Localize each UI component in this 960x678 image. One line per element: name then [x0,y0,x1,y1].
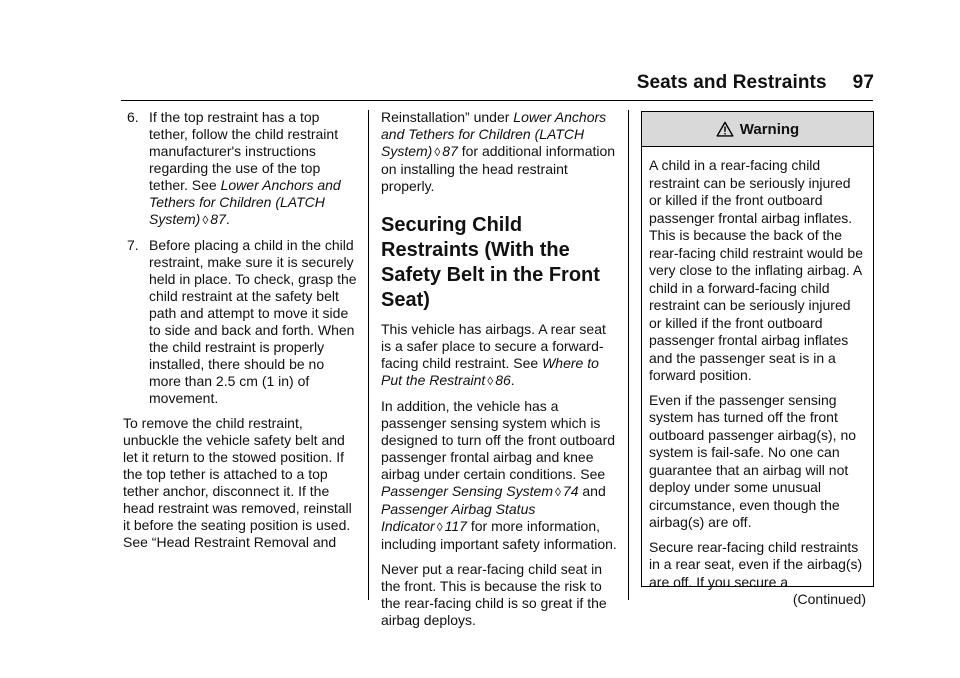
warning-body [642,147,873,615]
page-ref[interactable]: 87 [210,211,226,227]
step-number: 6. [127,109,139,125]
page-ref-icon: ◊ [202,213,209,227]
step-text [149,109,358,229]
page-ref-icon: ◊ [434,145,441,159]
continued-paragraph [381,109,619,195]
step-7 [123,237,358,407]
page-ref-icon: ◊ [554,485,561,499]
removal-paragraph: To remove the child restraint, unbuckle the vehicle safety belt and let it return to the stowed position. If the top tether is attached to a top tether anchor, disconnect it. If the head restraint was removed, reinstall it before the seating position is used. See “Head Restraint Removal and [123,415,352,550]
cross-reference-link[interactable]: Where to Put the Restraint [381,355,599,388]
step-6-tail: . [225,211,230,227]
header-rule [121,100,873,101]
column-divider-1 [368,110,369,600]
warning-paragraph-3: Secure rear-facing child restraints in a rear seat, even if the airbag(s) are off. If you secure a [649,538,863,590]
continued-text: Reinstallation” under [381,109,514,125]
warning-triangle-icon [716,121,734,137]
section-heading: Securing Child Restraints (With the Safety Belt in the Front Seat) [381,214,600,311]
paragraph-text: In addition, the vehicle has a passenger sensing system which is designed to turn off the front outboard passenger frontal airbag and knee airbag under certain conditions. See [381,398,616,482]
page-number: 97 [852,72,874,93]
cross-reference-link[interactable]: Passenger Sensing System [381,483,553,499]
continued-label: (Continued) [792,591,866,607]
page-ref[interactable]: 117 [444,518,467,534]
airbag-paragraph [381,321,619,390]
section-title: Seats and Restraints [636,72,827,93]
step-text: Before placing a child in the child restraint, make sure it is securely held in place. To check, grasp the child restraint at the safety belt path and attempt to move it side to side and back and forth. When the child restraint is properly installed, there should be no more than 2.5 cm (1 in) of movement. [149,237,357,406]
warning-title: Warning [739,120,800,138]
paragraph-tail: for more information, including important safety information. [381,518,617,552]
warning-paragraph-1: A child in a rear-facing child restraint can be seriously injured or killed if the front outboard passenger frontal airbag inflates. This is because the back of the rear-facing child restraint would be very close to the inflating airbag. A child in a forward-facing child restraint can be seriously injured or killed if the front outboard passenger frontal airbag inflates and the passenger seat is in a forward position. [649,157,863,383]
cross-reference-link[interactable]: Passenger Airbag Status Indicator [381,501,536,534]
step-number: 7. [127,237,139,253]
sensing-paragraph [381,398,619,553]
page-ref[interactable]: 87 [442,143,458,159]
warning-paragraph-2: Even if the passenger sensing system has turned off the front outboard passenger airbag(s), no system is fail-safe. No one can guarantee that an airbag will not deploy under some unusual circumstance, even though the airbag(s) are off. [649,391,857,530]
column-1 [123,109,358,559]
step-6 [123,109,358,229]
cross-reference-link[interactable]: Lower Anchors and Tethers for Children (LATCH System) [149,177,341,227]
warning-box [641,111,874,607]
paragraph-text: This vehicle has airbags. A rear seat is a safer place to secure a forward-facing child restraint. See [381,321,606,371]
column-2 [381,109,619,637]
paragraph-tail: . [510,372,515,388]
rear-facing-paragraph: Never put a rear-facing child seat in the front. This is because the risk to the rear-facing child is so great if the airbag deploys. [381,561,607,628]
column-divider-2 [628,110,629,600]
page-ref-icon: ◊ [487,374,494,388]
page-header [637,72,874,94]
page-ref[interactable]: 74 [562,483,579,499]
warning-header [642,112,873,147]
page-ref-icon: ◊ [436,520,443,534]
cross-reference-link[interactable]: Lower Anchors and Tethers for Children (LATCH System) [381,109,607,159]
continued-text-tail: for additional information on installing the head restraint properly. [381,143,616,194]
page-ref[interactable]: 86 [495,372,511,388]
conjunction: and [578,483,606,499]
step-6-text: If the top restraint has a top tether, follow the child restraint manufacturer's instructions regarding the use of the top tether. See [149,109,339,193]
